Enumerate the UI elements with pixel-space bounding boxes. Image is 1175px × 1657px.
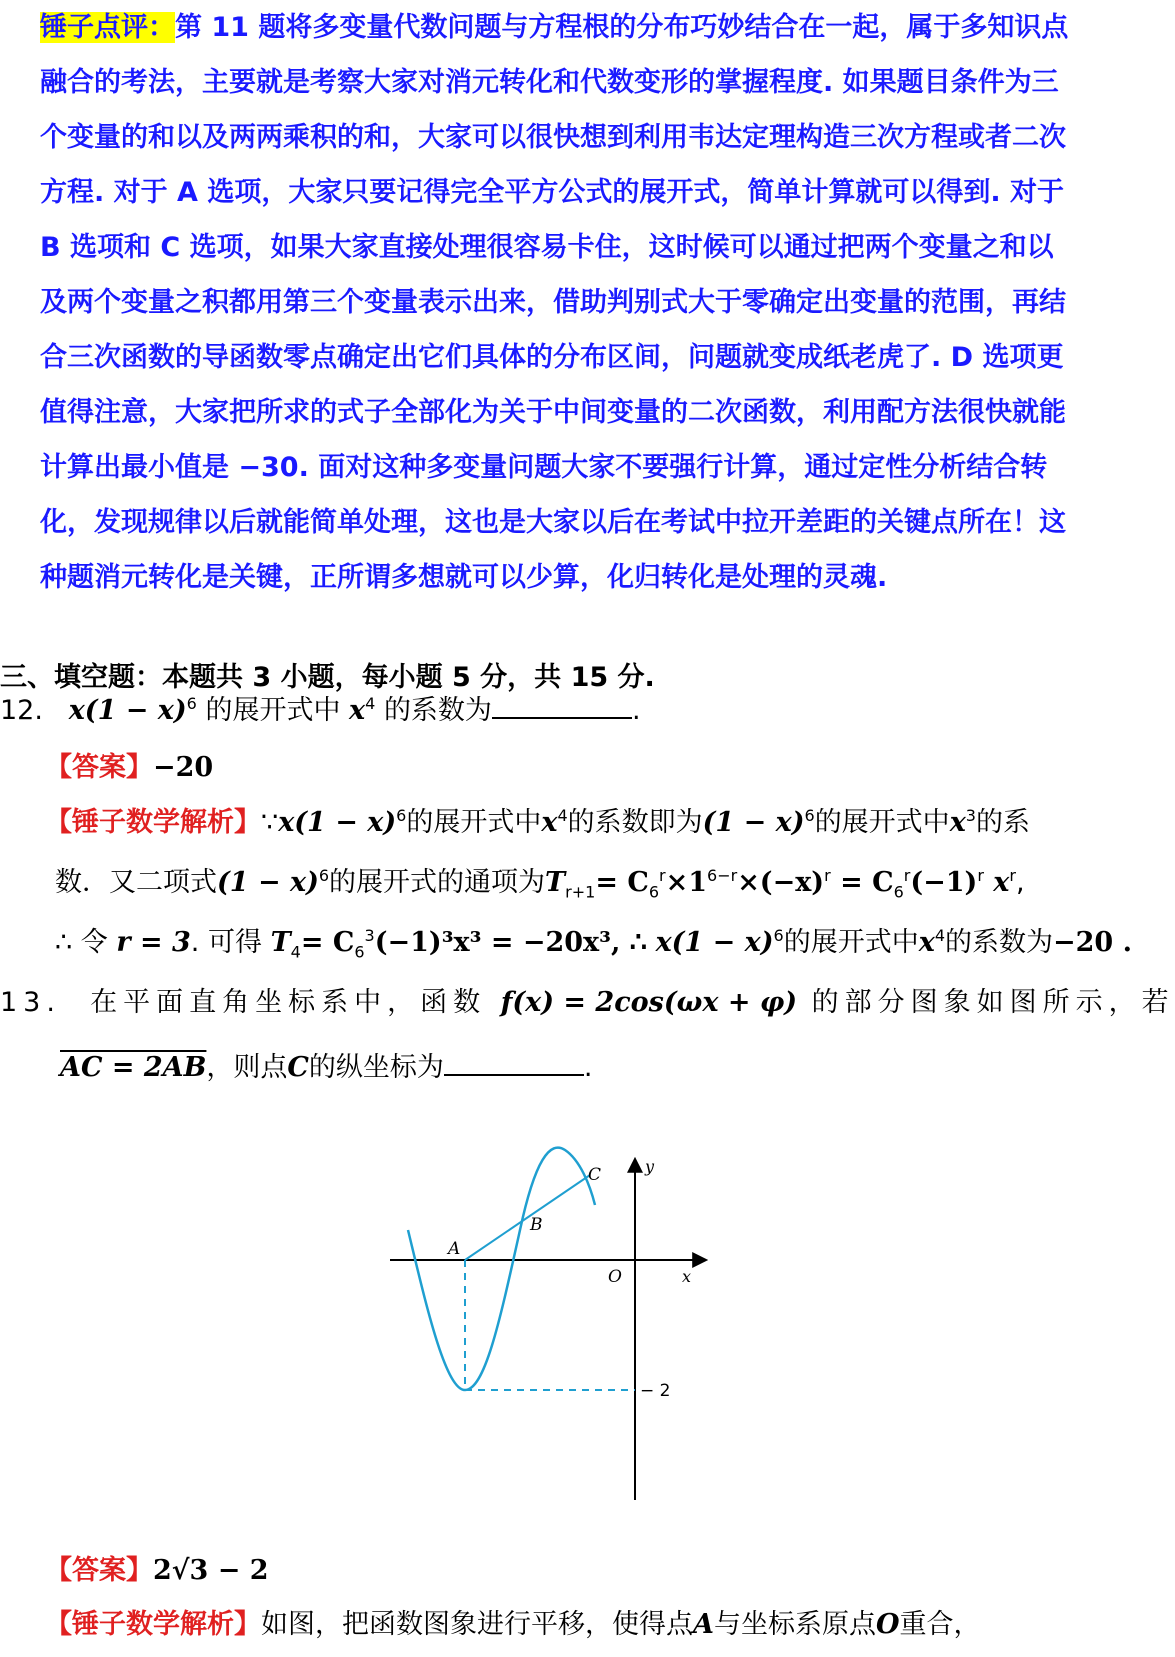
q12-c-val: −20 . [1053,927,1133,958]
q12-x: x [349,695,366,726]
q12-c-expr: x(1 − x) [655,927,774,958]
segment-ac [465,1175,590,1260]
q13-stem-line1 [0,980,1175,1019]
label-y: y [645,1157,655,1176]
q12-c-x: x [918,927,935,958]
label-x: x [682,1267,692,1286]
q12-c-T: T [270,927,291,958]
q12-a-t3: 的展开式中 [814,807,950,838]
q12-analysis-line3: ∴ 令 r = 3. 可得 $T_4= C_6^3(-1)^3x^3 = -20x^3$, ∴ $x(1 - x)^6$的展开式中$x^4$的系数为−20 . [55,926,1133,962]
q13-point-c: C [287,1052,309,1083]
q12-a-expr: x(1 − x) [278,807,397,838]
q12-a-t4: 的系 [975,807,1030,838]
q12-a-x2: x [949,807,966,838]
q13-answer-line [45,1548,269,1587]
cosine-curve [408,1148,595,1390]
q12-b-t2: 的展开式的通项为 [329,867,546,898]
q12-b-T: T [545,867,566,898]
q12-c-sub: 4 [290,942,301,962]
commentary-tag: 锤子点评： [40,12,175,43]
hammer-commentary [40,0,1070,605]
q12-expr: x(1 − x) [68,695,187,726]
q12-c-r3: r = 3 [116,927,191,958]
q13-end: . [583,1052,593,1083]
label-b: B [530,1215,543,1235]
q12-stem [0,688,641,727]
q13-point-o: O [875,1609,900,1640]
q13-point-a: A [693,1609,714,1640]
q12-b-expr: (1 − x) [217,867,319,898]
q13-answer-label: 【答案】 [45,1555,153,1586]
q12-c-t1: . 可得 [190,927,262,958]
q12-c-rest: (−1)³x³ = −20x³, ∴ [374,927,647,958]
q12-a-t1: 的展开式中 [406,807,542,838]
q13-t2: 的部分图象如图所示，若 [811,987,1175,1018]
q12-text1: 的展开式中 [205,695,341,726]
section-heading: 三、填空题：本题共 3 小题，每小题 5 分，共 15 分. [0,662,655,693]
q13-analysis-text1: 如图，把函数图象进行平移，使得点 [261,1609,693,1640]
q12-c-therefore: ∴ 令 [55,927,108,958]
q12-c-exp6: 6 [773,926,784,945]
q12-b-t1: 数．又二项式 [55,867,217,898]
q13-func: f(x) = 2cos(ωx + φ) [500,987,798,1018]
q12-answer-line [45,745,213,784]
because-symbol: ∵ [261,807,279,838]
label-a: A [448,1239,461,1259]
cosine-graph-figure [390,1157,740,1500]
q12-exp6: 6 [186,694,197,713]
commentary-text: 第 11 题将多变量代数问题与方程根的分布巧妙结合在一起，属于多知识点融合的考法，主要就是考察大家对消元转化和代数变形的掌握程度. 如果题目条件为三个变量的和以及两两乘积的和，大家可以很快想到利用韦达定理构造三次方程或者二次方程. 对于 A 选项，大家只要记得完全平方公式的展开式，简单计算就可以得到. 对于 B 选项和 C 选项，如果大家直接处理很容易卡住，这时候可以通过把两个变量之和以及两个变量之积都用第三个变量表示出来，借助判别式大于零确定出变量的范围，再结合三次函数的导函数零点确定出它们具体的分布区间，问题就变成纸老虎了. D 选项更值得注意，大家把所求的式子全部化为关于中间变量的二次函数，利用配方法很快就能计算出最小值是 −30. 面对这种多变量问题大家不要强行计算，通过定性分析结合转化，发现规律以后就能简单处理，这也是大家以后在考试中拉开差距的关键点所在！这种题消元转化是关键，正所谓多想就可以少算，化归转化是处理的灵魂. [40,12,1069,593]
q12-analysis-line1 [45,800,1030,839]
q12-a-exp4: 4 [557,806,568,825]
q13-answer-blank [444,1050,584,1076]
q12-a-exp6b: 6 [804,806,815,825]
q13-analysis-label: 【锤子数学解析】 [45,1609,261,1640]
q13-analysis-line [45,1602,980,1641]
q12-answer-blank [492,693,632,719]
q13-t3: ，则点 [206,1052,288,1083]
q12-c-exp4: 4 [934,926,946,945]
label-c: C [588,1165,602,1185]
q13-number: 13. [0,987,61,1018]
q12-a-exp3: 3 [965,806,976,825]
q12-a-expr2: (1 − x) [702,807,805,838]
q12-a-x: x [541,807,558,838]
q13-t4: 的纵坐标为 [308,1052,444,1083]
q13-analysis-text2: 与坐标系原点 [713,1609,876,1640]
q12-text2: 的系数为 [383,695,492,726]
q12-b-sub: r+1 [565,882,596,902]
q13-t1: 在平面直角坐标系中，函数 [90,987,487,1018]
q12-exp4: 4 [365,694,376,713]
q13-stem-line2 [60,1045,593,1084]
q12-a-t2: 的系数即为 [567,807,703,838]
label-minus2: − 2 [640,1381,671,1401]
label-origin: O [608,1267,622,1287]
q12-answer-label: 【答案】 [45,752,153,783]
q12-b-rest: = C [595,867,649,898]
q13-vector-eq: AC = 2AB [60,1052,207,1083]
q12-b-exp6: 6 [318,866,330,885]
q12-end: . [631,695,641,726]
q12-c-t3: 的系数为 [945,927,1054,958]
q12-c-t2: 的展开式中 [783,927,919,958]
q13-analysis-text3: 重合， [899,1609,981,1640]
q12-answer: −20 [153,752,214,783]
q12-analysis-label: 【锤子数学解析】 [45,807,261,838]
q12-a-exp6: 6 [396,806,407,825]
q13-answer: 2√3 − 2 [153,1555,269,1586]
q12-c-eq: = C [300,927,355,958]
q12-number: 12. [0,695,43,726]
q12-analysis-line2: 数．又二项式$(1 - x)^6$的展开式的通项为$T_{r+1}= C_6^r\times 1^{6-r}\times(-x)^r = C_6^r(-1)^r$ $x^r$, [55,866,1025,902]
